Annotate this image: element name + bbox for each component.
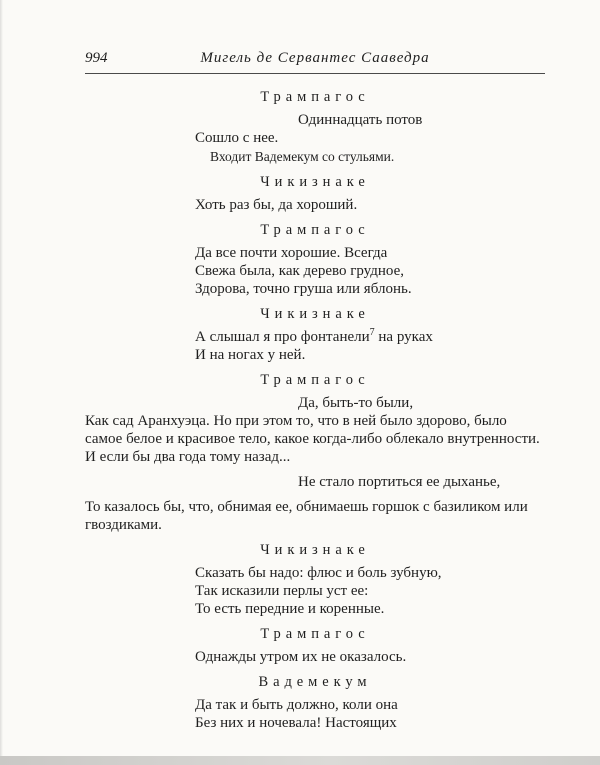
line-text: Чикизнаке — [260, 174, 370, 190]
line-text: гвоздиками. — [85, 517, 162, 533]
line-text: Да, быть-то были, — [298, 395, 414, 411]
line-text: на руках — [374, 329, 433, 345]
line-text: Без них и ночевала! Настоящих — [195, 715, 397, 731]
verse-line — [195, 564, 545, 582]
page-edge-bottom — [0, 756, 600, 765]
line-text: Трампагос — [260, 89, 370, 105]
running-title: Мигель де Сервантес Сааведра — [200, 50, 430, 66]
line-text: Не стало портиться ее дыханье, — [298, 474, 501, 490]
line-text: Сказать бы надо: флюс и боль зубную, — [195, 565, 442, 581]
line-text: Сошло с нее. — [195, 130, 279, 146]
verse-line — [195, 600, 545, 618]
page-number: 994 — [85, 50, 108, 66]
line-text: И на ногах у ней. — [195, 347, 306, 363]
line-text: Вадемекум — [258, 674, 372, 690]
speaker-name — [85, 88, 545, 106]
verse-line — [195, 129, 545, 147]
verse-line — [195, 280, 545, 298]
verse-line — [195, 714, 545, 732]
prose-line — [85, 430, 545, 448]
speaker-name — [85, 371, 545, 389]
verse-line — [195, 648, 545, 666]
verse-line — [195, 196, 545, 214]
line-text: самое белое и красивое тело, какое когда-либо облекало внутренности. — [85, 431, 540, 447]
speaker-name — [85, 625, 545, 643]
line-text: То казалось бы, что, обнимая ее, обнимаешь горшок с базиликом или — [85, 499, 528, 515]
verse-line — [195, 696, 545, 714]
line-text: Свежа была, как дерево грудное, — [195, 263, 404, 279]
line-text: То есть передние и коренные. — [195, 601, 385, 617]
line-text: Да так и быть должно, коли она — [195, 697, 398, 713]
line-text: Трампагос — [260, 626, 370, 642]
verse-line — [195, 328, 545, 346]
verse-line — [195, 244, 545, 262]
line-text: Одиннадцать потов — [298, 112, 423, 128]
prose-line — [85, 516, 545, 534]
speaker-name — [85, 541, 545, 559]
line-text: Однажды утром их не оказалось. — [195, 649, 407, 665]
verse-line — [298, 394, 545, 412]
line-text: Хоть раз бы, да хороший. — [195, 197, 358, 213]
text-block — [85, 88, 545, 732]
verse-line — [195, 262, 545, 280]
verse-line — [298, 111, 545, 129]
line-text: Так исказили перлы уст ее: — [195, 583, 369, 599]
line-text: Трампагос — [260, 372, 370, 388]
speaker-name — [85, 173, 545, 191]
line-text: И если бы два года тому назад... — [85, 449, 291, 465]
page-edge-left — [0, 0, 3, 765]
line-text: Как сад Аранхуэца. Но при этом то, что в ней было здорово, было — [85, 413, 507, 429]
line-text: Входит Вадемекум со стульями. — [210, 149, 395, 164]
running-head — [85, 50, 545, 74]
verse-line — [298, 473, 545, 491]
prose-line — [85, 448, 545, 466]
line-text: Да все почти хорошие. Всегда — [195, 245, 388, 261]
verse-line — [195, 582, 545, 600]
footnote-marker: 7 — [369, 327, 375, 338]
speaker-name — [85, 221, 545, 239]
stage-direction — [210, 148, 545, 166]
verse-line — [195, 346, 545, 364]
line-text: Чикизнаке — [260, 542, 370, 558]
line-text: Чикизнаке — [260, 306, 370, 322]
line-text: Трампагос — [260, 222, 370, 238]
prose-line — [85, 412, 545, 430]
speaker-name — [85, 305, 545, 323]
line-text: А слышал я про фонтанели — [195, 329, 370, 345]
prose-line — [85, 498, 545, 516]
speaker-name — [85, 673, 545, 691]
line-text: Здорова, точно груша или яблонь. — [195, 281, 412, 297]
